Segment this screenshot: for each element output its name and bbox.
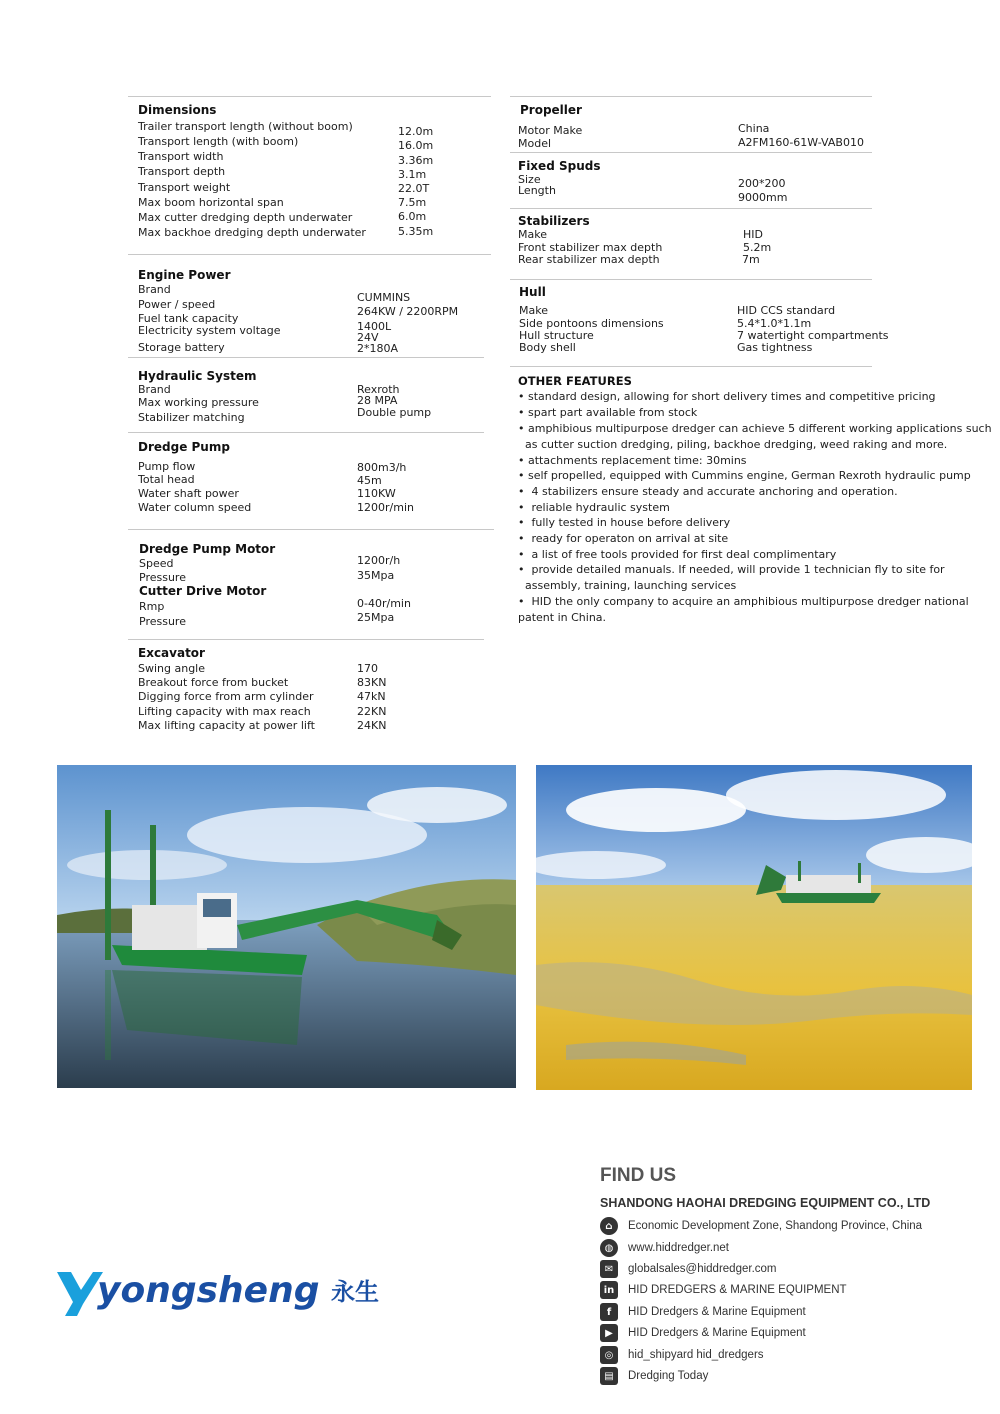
feature-line: • provide detailed manuals. If needed, will provide 1 technician fly to site for (518, 563, 945, 576)
hull-title: Hull (519, 285, 546, 299)
spec-value: HID CCS standard (737, 304, 836, 317)
feature-line: assembly, training, launching services (518, 579, 737, 592)
spec-value: 800m3/h (357, 461, 407, 474)
spec-value: 2*180A (357, 342, 399, 355)
spec-value: HID (743, 228, 763, 241)
cutter-drive-motor-title: Cutter Drive Motor (139, 584, 267, 598)
other-features-title: OTHER FEATURES (518, 374, 632, 388)
feature-line: • fully tested in house before delivery (518, 516, 731, 529)
contact-text: Economic Development Zone, Shandong Province, China (628, 1220, 923, 1232)
company-name: SHANDONG HAOHAI DREDGING EQUIPMENT CO., LTD (600, 1196, 931, 1210)
spec-value: 24KN (357, 719, 387, 732)
spec-label: Side pontoons dimensions (519, 317, 664, 330)
spec-label: Max working pressure (138, 396, 259, 409)
contact-email[interactable] (600, 1259, 776, 1279)
feature-line: • HID the only company to acquire an amphibious multipurpose dredger national (518, 595, 969, 608)
propeller-title: Propeller (520, 103, 582, 117)
spec-value: 22.0T (398, 182, 430, 195)
spec-value: 16.0m (398, 139, 434, 152)
spec-label: Make (518, 228, 547, 241)
spec-value: 200*200 (738, 177, 786, 190)
spec-value: 1200r/min (357, 501, 414, 514)
spec-label: Rmp (139, 600, 165, 613)
spec-value: 1400L (357, 320, 392, 333)
spec-label: Transport length (with boom) (138, 135, 299, 148)
rule (128, 254, 491, 255)
spec-value: 5.35m (398, 225, 434, 238)
feature-line: • standard design, allowing for short delivery times and competitive pricing (518, 390, 936, 403)
contact-news[interactable] (600, 1366, 708, 1386)
spec-label: Transport weight (138, 181, 231, 194)
fixed-spuds-title: Fixed Spuds (518, 159, 601, 173)
spec-value: 35Mpa (357, 569, 395, 582)
globe-icon: ◍ (600, 1239, 618, 1257)
spec-value: 3.36m (398, 154, 434, 167)
excavator-title: Excavator (138, 646, 205, 660)
spec-value: 45m (357, 474, 382, 487)
spec-value: Gas tightness (737, 341, 813, 354)
spec-value: 0-40r/min (357, 597, 411, 610)
rule (510, 152, 872, 153)
spec-value: 12.0m (398, 125, 434, 138)
logo-chinese: 永生 (331, 1278, 379, 1306)
rule (128, 96, 491, 97)
feature-line: • attachments replacement time: 30mins (518, 454, 747, 467)
rule (128, 432, 484, 433)
spec-value: 7m (742, 253, 760, 266)
dredger-photo-lake (57, 765, 516, 1088)
spec-label: Swing angle (138, 662, 206, 675)
spec-value: 5.2m (743, 241, 772, 254)
find-us-title: FIND US (600, 1165, 676, 1186)
contact-text[interactable]: globalsales@hiddredger.com (628, 1263, 777, 1275)
contact-text[interactable]: www.hiddredger.net (628, 1242, 730, 1254)
spec-value: 5.4*1.0*1.1m (737, 317, 812, 330)
contact-text[interactable]: HID DREDGERS & MARINE EQUIPMENT (628, 1284, 847, 1296)
spec-value: 22KN (357, 705, 387, 718)
spec-value: Double pump (357, 406, 432, 419)
spec-label: Size (518, 173, 541, 186)
feature-line: • ready for operaton on arrival at site (518, 532, 729, 545)
spec-label: Fuel tank capacity (138, 312, 239, 325)
spec-label: Body shell (519, 341, 576, 354)
spec-label: Transport width (138, 150, 224, 163)
spec-label: Front stabilizer max depth (518, 241, 663, 254)
stabilizers-title: Stabilizers (518, 214, 590, 228)
spec-label: Digging force from arm cylinder (138, 690, 314, 703)
spec-label: Brand (138, 283, 171, 296)
spec-label: Electricity system voltage (138, 324, 281, 337)
contact-youtube[interactable] (600, 1323, 806, 1343)
rule (510, 208, 872, 209)
engine-power-title: Engine Power (138, 268, 231, 282)
spec-label: Max lifting capacity at power lift (138, 719, 315, 732)
spec-value: 24V (357, 331, 379, 344)
logo-wordmark: yongsheng (97, 1270, 320, 1311)
spec-label: Storage battery (138, 341, 225, 354)
feature-line: patent in China. (518, 611, 607, 624)
spec-value: 1200r/h (357, 554, 401, 567)
contact-linkedin[interactable] (600, 1280, 847, 1300)
spec-value: 110KW (357, 487, 396, 500)
spec-label: Stabilizer matching (138, 411, 245, 424)
spec-value: 9000mm (738, 191, 788, 204)
spec-value: 6.0m (398, 210, 427, 223)
dredger-photo-algae (536, 765, 972, 1090)
spec-label: Max cutter dredging depth underwater (138, 211, 353, 224)
spec-label: Water shaft power (138, 487, 239, 500)
spec-value: 47kN (357, 690, 386, 703)
spec-value: CUMMINS (357, 291, 411, 304)
feature-line: • 4 stabilizers ensure steady and accurate anchoring and operation. (518, 485, 898, 498)
spec-label: Power / speed (138, 298, 216, 311)
spec-label: Total head (138, 473, 195, 486)
spec-value: A2FM160-61W-VAB010 (738, 136, 864, 149)
contact-text[interactable]: HID Dredgers & Marine Equipment (628, 1306, 806, 1318)
rule (510, 96, 872, 97)
dredge-pump-title: Dredge Pump (138, 440, 230, 454)
spec-value: 3.1m (398, 168, 427, 181)
spec-label: Rear stabilizer max depth (518, 253, 660, 266)
contact-text[interactable]: HID Dredgers & Marine Equipment (628, 1327, 806, 1339)
spec-label: Brand (138, 383, 171, 396)
spec-value: Rexroth (357, 383, 400, 396)
feature-line: as cutter suction dredging, piling, backhoe dredging, weed raking and more. (518, 438, 948, 451)
spec-label: Length (518, 184, 556, 197)
spec-label: Hull structure (519, 329, 594, 342)
contact-text[interactable]: hid_shipyard hid_dredgers (628, 1349, 764, 1361)
spec-value: 264KW / 2200RPM (357, 305, 459, 318)
contact-facebook[interactable] (600, 1302, 806, 1322)
contact-website[interactable] (600, 1238, 729, 1258)
rule (128, 357, 484, 358)
feature-line: • reliable hydraulic system (518, 501, 670, 514)
spec-label: Make (519, 304, 548, 317)
youtube-icon: ▶ (600, 1324, 618, 1342)
spec-label: Breakout force from bucket (138, 676, 289, 689)
contact-instagram[interactable] (600, 1345, 764, 1365)
spec-label: Model (518, 137, 552, 150)
rule (510, 279, 872, 280)
linkedin-icon: in (600, 1281, 618, 1299)
rule (510, 366, 872, 367)
home-icon: ⌂ (600, 1217, 618, 1235)
spec-label: Pressure (139, 571, 186, 584)
spec-label: Pump flow (138, 460, 196, 473)
yongsheng-logo (55, 1262, 385, 1322)
contact-address (600, 1216, 922, 1236)
spec-label: Lifting capacity with max reach (138, 705, 311, 718)
spec-value: China (738, 122, 770, 135)
spec-value: 28 MPA (357, 394, 398, 407)
spec-label: Max backhoe dredging depth underwater (138, 226, 366, 239)
feature-line: • self propelled, equipped with Cummins engine, German Rexroth hydraulic pump (518, 469, 971, 482)
spec-value: 7.5m (398, 196, 427, 209)
spec-label: Transport depth (138, 165, 226, 178)
spec-label: Trailer transport length (without boom) (138, 120, 353, 133)
spec-value: 170 (357, 662, 378, 675)
spec-label: Pressure (139, 615, 186, 628)
spec-label: Speed (139, 557, 174, 570)
instagram-icon: ◎ (600, 1346, 618, 1364)
spec-label: Water column speed (138, 501, 252, 514)
hydraulic-system-title: Hydraulic System (138, 369, 257, 383)
dimensions-title: Dimensions (138, 103, 217, 117)
feature-line: • a list of free tools provided for first deal complimentary (518, 548, 837, 561)
facebook-icon: f (600, 1303, 618, 1321)
feature-line: • spart part available from stock (518, 406, 698, 419)
contact-text[interactable]: Dredging Today (628, 1370, 709, 1382)
news-icon: ▤ (600, 1367, 618, 1385)
email-icon: ✉ (600, 1260, 618, 1278)
spec-label: Max boom horizontal span (138, 196, 284, 209)
feature-line: • amphibious multipurpose dredger can achieve 5 different working applications such (518, 422, 992, 435)
spec-value: 7 watertight compartments (737, 329, 889, 342)
dredge-pump-motor-title: Dredge Pump Motor (139, 542, 276, 556)
rule (128, 639, 484, 640)
spec-value: 83KN (357, 676, 387, 689)
spec-value: 25Mpa (357, 611, 395, 624)
spec-label: Motor Make (518, 124, 583, 137)
rule (128, 529, 494, 530)
